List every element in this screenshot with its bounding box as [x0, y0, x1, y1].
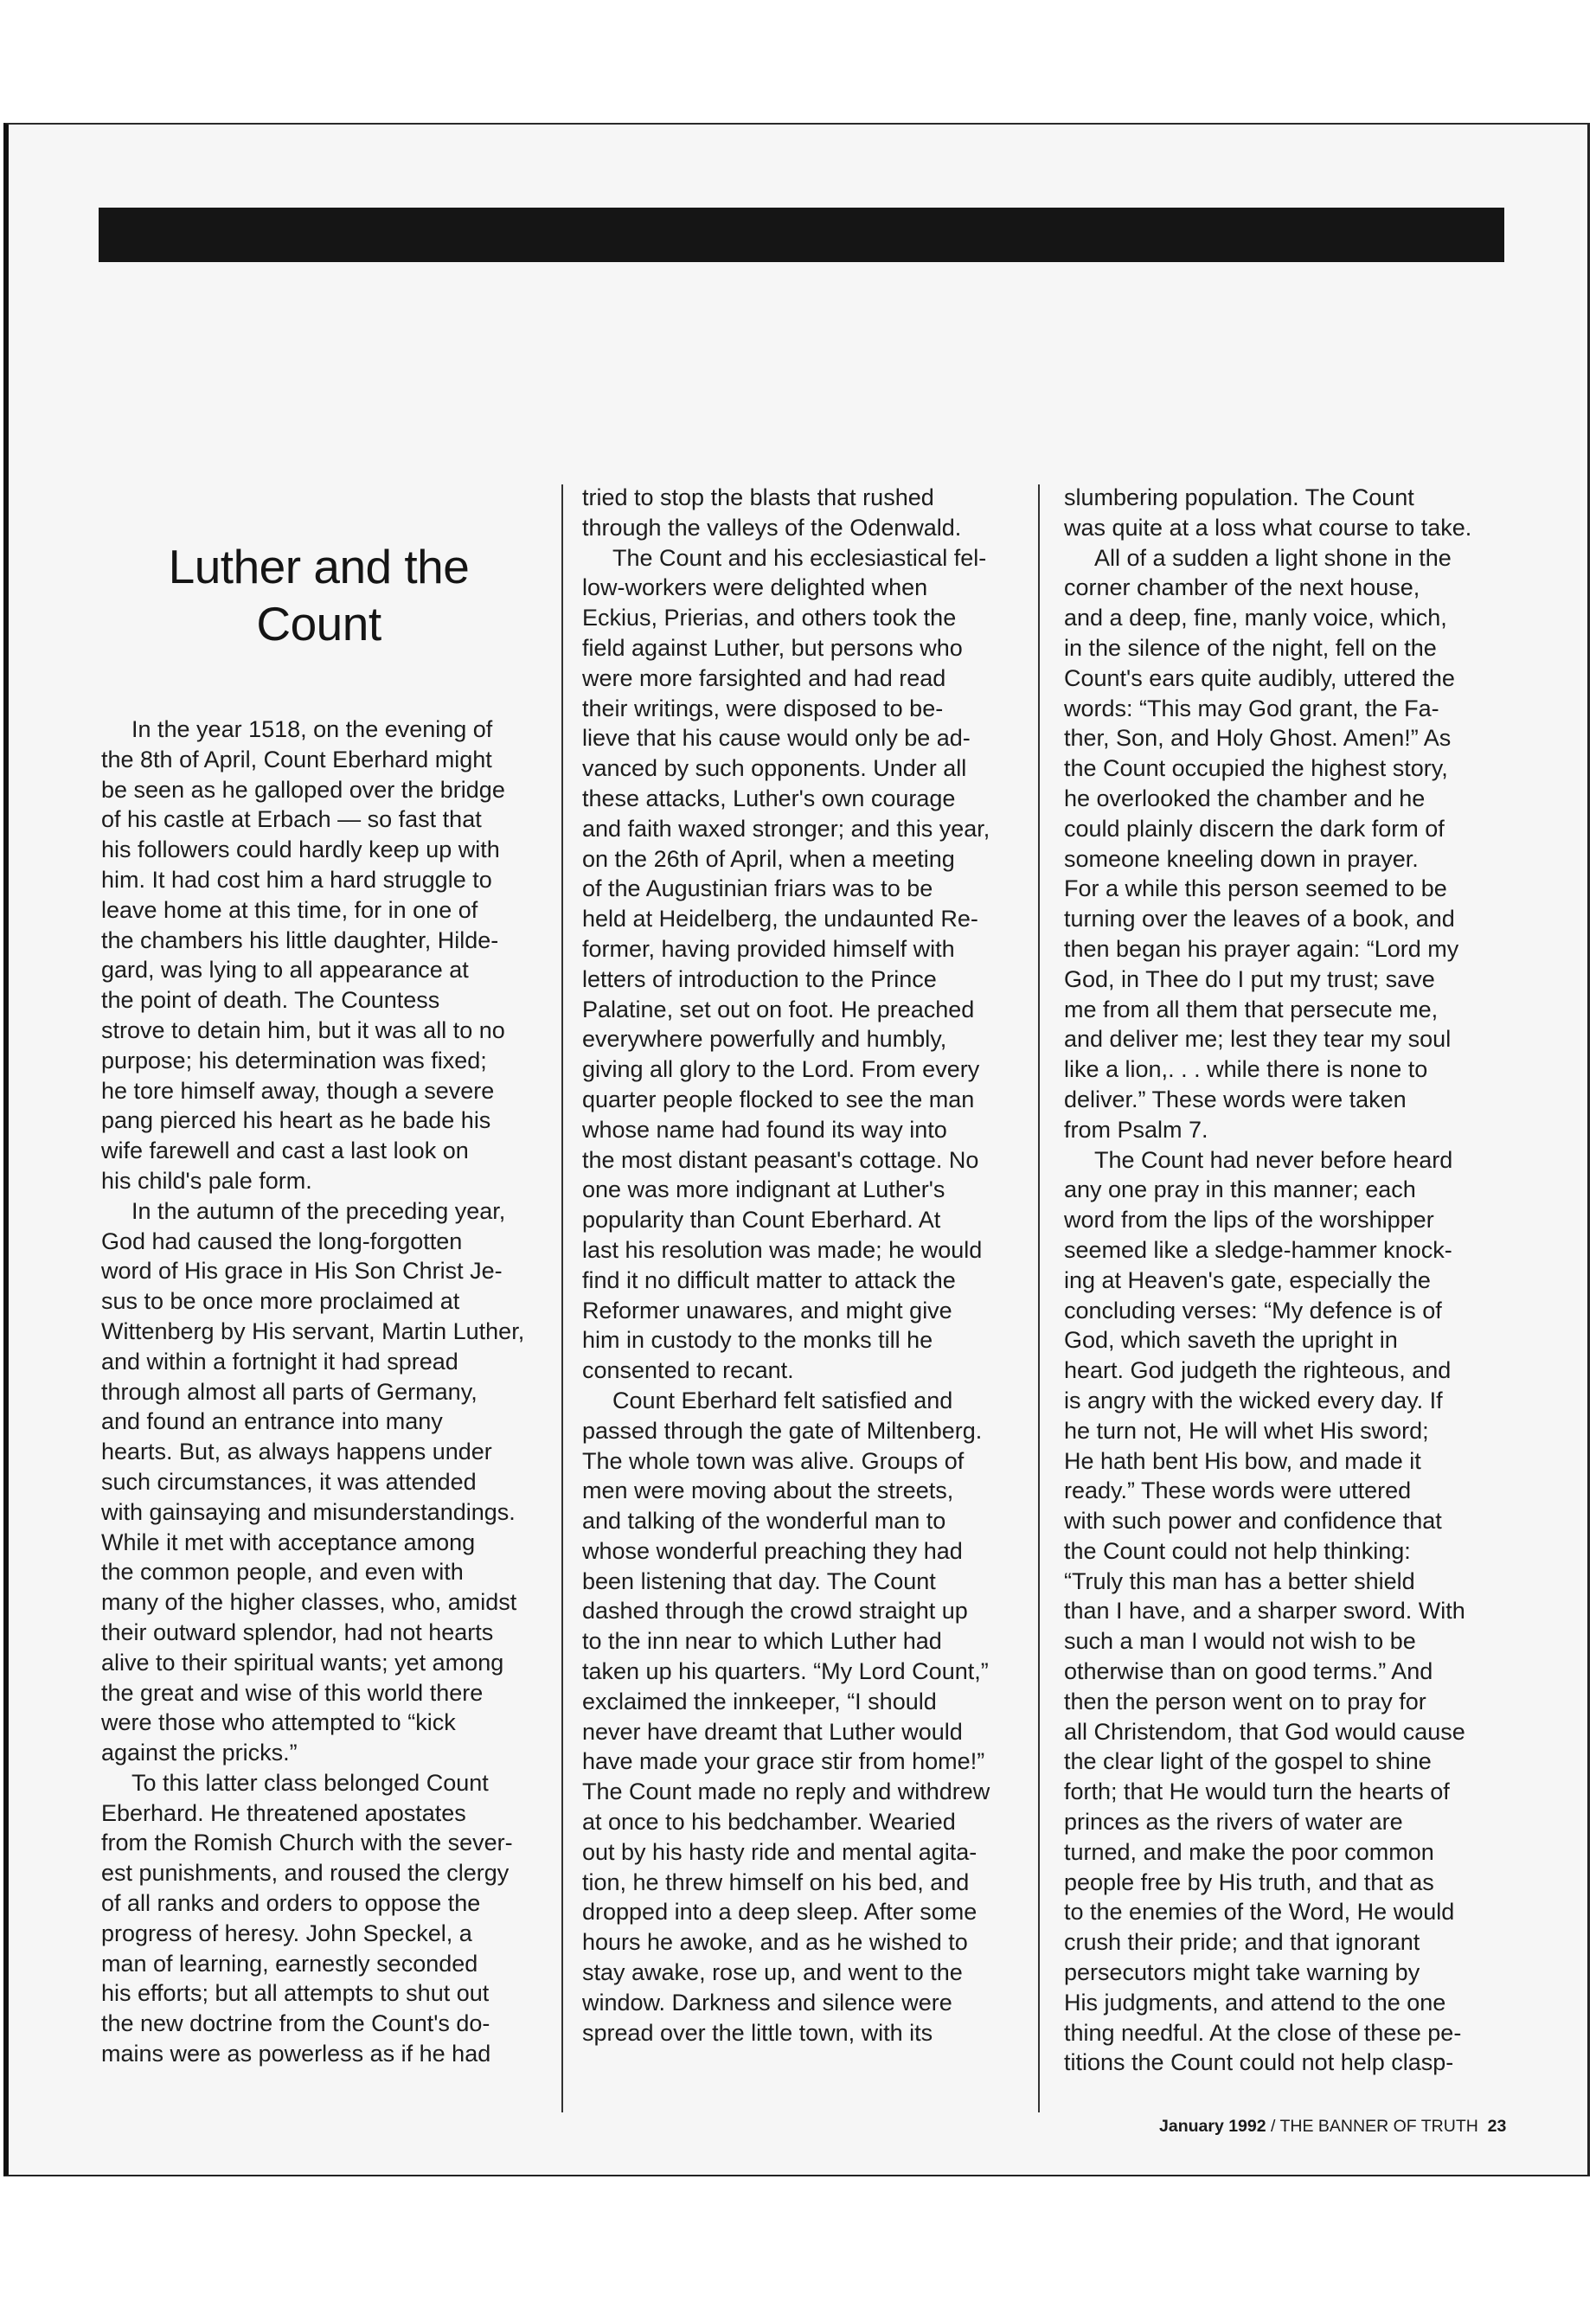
text-line: the most distant peasant's cottage. No	[582, 1146, 979, 1173]
text-line: the Count occupied the highest story,	[1064, 755, 1448, 782]
text-line: tion, he threw himself on his bed, and	[582, 1868, 970, 1895]
text-line: The whole town was alive. Groups of	[582, 1447, 965, 1474]
text-line: dashed through the crowd straight up	[582, 1598, 968, 1625]
text-line: out by his hasty ride and mental agita-	[582, 1838, 977, 1865]
text-line: Reformer unawares, and might give	[582, 1297, 952, 1324]
text-line: turned, and make the poor common	[1064, 1838, 1434, 1865]
text-line: wife farewell and cast a last look on	[101, 1138, 469, 1164]
text-line: him. It had cost him a hard struggle to	[101, 866, 492, 893]
text-line: princes as the rivers of water are	[1064, 1809, 1403, 1836]
text-line: and deliver me; lest they tear my soul	[1064, 1026, 1452, 1053]
text-line: exclaimed the innkeeper, “I should	[582, 1688, 937, 1715]
text-line: his child's pale form.	[101, 1167, 312, 1194]
text-line: these attacks, Luther's own courage	[582, 785, 956, 811]
text-line: passed through the gate of Miltenberg.	[582, 1417, 983, 1444]
text-line: such a man I would not wish to be	[1064, 1628, 1416, 1655]
text-line: the 8th of April, Count Eberhard might	[101, 746, 492, 772]
text-line: Count's ears quite audibly, uttered the	[1064, 664, 1455, 691]
page-footer	[1159, 2117, 1505, 2137]
paragraph	[1064, 483, 1531, 543]
text-line: he tore himself away, though a severe	[101, 1077, 495, 1104]
text-line: sus to be once more proclaimed at	[101, 1288, 460, 1315]
text-line: never have dreamt that Luther would	[582, 1718, 963, 1745]
text-line: Palatine, set out on foot. He preached	[582, 996, 975, 1022]
text-line: whose wonderful preaching they had	[582, 1537, 963, 1564]
text-line: deliver.” These words were taken	[1064, 1086, 1407, 1112]
text-line: like a lion,. . . while there is none to	[1064, 1056, 1428, 1083]
text-line: stay awake, rose up, and went to the	[582, 1959, 963, 1986]
text-line: is angry with the wicked every day. If	[1064, 1387, 1443, 1413]
text-line: could plainly discern the dark form of	[1064, 815, 1445, 842]
text-line: purpose; his determination was fixed;	[101, 1047, 487, 1074]
text-line: and a deep, fine, manly voice, which,	[1064, 605, 1447, 631]
text-line: mains were as powerless as if he had	[101, 2041, 491, 2067]
footer-separator: /	[1266, 2117, 1280, 2136]
text-line: the clear light of the gospel to shine	[1064, 1748, 1432, 1775]
text-line: then began his prayer again: “Lord my	[1064, 935, 1459, 962]
text-line: against the pricks.”	[101, 1740, 298, 1766]
text-line: from the Romish Church with the sever-	[101, 1830, 513, 1856]
paragraph	[1064, 1145, 1531, 2079]
text-line: heart. God judgeth the righteous, and	[1064, 1357, 1452, 1384]
text-line: then the person went on to pray for	[1064, 1688, 1426, 1715]
text-line: former, having provided himself with	[582, 935, 955, 962]
text-line: God, which saveth the upright in	[1064, 1327, 1398, 1354]
text-line: word from the lips of the worshipper	[1064, 1207, 1434, 1234]
text-line: men were moving about the streets,	[582, 1477, 954, 1504]
text-line: field against Luther, but persons who	[582, 634, 963, 661]
text-line: popularity than Count Eberhard. At	[582, 1207, 941, 1234]
text-line: were those who attempted to “kick	[101, 1709, 456, 1736]
text-line: Eberhard. He threatened apostates	[101, 1799, 466, 1826]
text-line: through almost all parts of Germany,	[101, 1378, 478, 1405]
text-line: In the year 1518, on the evening of	[131, 716, 493, 742]
text-line: To this latter class belonged Count	[131, 1769, 489, 1796]
text-line: thing needful. At the close of these pe-	[1064, 2019, 1462, 2046]
text-line: pang pierced his heart as he bade his	[101, 1107, 491, 1134]
text-line: The Count had never before heard	[1094, 1146, 1453, 1173]
text-line: “Truly this man has a better shield	[1064, 1567, 1415, 1594]
text-line: progress of heresy. John Speckel, a	[101, 1920, 472, 1946]
text-line: In the autumn of the preceding year,	[131, 1197, 506, 1224]
text-line: man of learning, earnestly seconded	[101, 1950, 478, 1977]
text-line: strove to detain him, but it was all to no	[101, 1016, 505, 1043]
text-line: everywhere powerfully and humbly,	[582, 1026, 947, 1053]
text-line: him in custody to the monks till he	[582, 1327, 933, 1354]
text-line: lieve that his cause would only be ad-	[582, 725, 971, 752]
text-line: vanced by such opponents. Under all	[582, 755, 967, 782]
text-line: someone kneeling down in prayer.	[1064, 845, 1419, 872]
text-line: of his castle at Erbach — so fast that	[101, 806, 482, 833]
text-line: The Count made no reply and withdrew	[582, 1779, 990, 1805]
text-line: His judgments, and attend to the one	[1064, 1989, 1446, 2016]
text-line: be seen as he galloped over the bridge	[101, 776, 505, 803]
text-line: turning over the leaves of a book, and	[1064, 906, 1455, 933]
text-line: were more farsighted and had read	[582, 664, 946, 691]
text-line: quarter people flocked to see the man	[582, 1086, 975, 1112]
text-line: their writings, were disposed to be-	[582, 695, 944, 721]
text-line: The Count and his ecclesiastical fel-	[612, 544, 987, 571]
text-line: their outward splendor, had not hearts	[101, 1618, 494, 1645]
text-line: word of His grace in His Son Christ Je-	[101, 1258, 503, 1285]
header-banner-bar	[99, 208, 1504, 262]
paragraph	[101, 1768, 538, 2069]
text-line: with such power and confidence that	[1064, 1508, 1442, 1535]
text-line: through the valleys of the Odenwald.	[582, 514, 962, 541]
text-line: to the enemies of the Word, He would	[1064, 1899, 1455, 1926]
text-line: Eckius, Prierias, and others took the	[582, 605, 957, 631]
text-line: slumbering population. The Count	[1064, 484, 1414, 510]
text-line: concluding verses: “My defence is of	[1064, 1297, 1442, 1324]
text-line: giving all glory to the Lord. From every	[582, 1056, 980, 1083]
text-line: alive to their spiritual wants; yet among	[101, 1649, 504, 1676]
text-line: ther, Son, and Holy Ghost. Amen!” As	[1064, 725, 1452, 752]
paragraph	[1064, 543, 1531, 1145]
text-line: consented to recant.	[582, 1357, 794, 1384]
text-line: been listening that day. The Count	[582, 1567, 936, 1594]
text-line: and found an entrance into many	[101, 1408, 443, 1435]
text-line: and within a fortnight it had spread	[101, 1348, 458, 1375]
text-line: God had caused the long-forgotten	[101, 1227, 463, 1254]
text-line: Wittenberg by His servant, Martin Luther,	[101, 1317, 525, 1344]
paragraph	[582, 1386, 1019, 2048]
paragraph	[101, 1196, 538, 1768]
paragraph	[582, 483, 1019, 543]
text-line: seemed like a sledge-hammer knock-	[1064, 1236, 1452, 1263]
text-line: held at Heidelberg, the undaunted Re-	[582, 906, 978, 933]
text-line: spread over the little town, with its	[582, 2019, 933, 2046]
text-line: crush their pride; and that ignorant	[1064, 1929, 1420, 1956]
text-line: to the inn near to which Luther had	[582, 1628, 942, 1655]
text-line: hours he awoke, and as he wished to	[582, 1929, 968, 1956]
text-line: titions the Count could not help clasp-	[1064, 2049, 1454, 2076]
text-line: the Count could not help thinking:	[1064, 1537, 1411, 1564]
text-line: me from all them that persecute me,	[1064, 996, 1439, 1022]
text-line: All of a sudden a light shone in the	[1094, 544, 1452, 571]
text-line: words: “This may God grant, the Fa-	[1064, 695, 1439, 721]
text-column-2	[582, 483, 1019, 2048]
text-line: all Christendom, that God would cause	[1064, 1718, 1465, 1745]
text-line: with gainsaying and misunderstandings.	[101, 1498, 516, 1525]
text-line: While it met with acceptance among	[101, 1529, 476, 1555]
article-title-line-2: Count	[256, 597, 381, 651]
text-line: otherwise than on good terms.” And	[1064, 1658, 1433, 1685]
text-line: leave home at this time, for in one of	[101, 896, 478, 923]
text-line: any one pray in this manner; each	[1064, 1176, 1416, 1203]
text-line: the great and wise of this world there	[101, 1679, 484, 1706]
paragraph	[582, 543, 1019, 1386]
text-line: taken up his quarters. “My Lord Count,”	[582, 1658, 989, 1685]
text-line: from Psalm 7.	[1064, 1116, 1208, 1143]
text-line: God, in Thee do I put my trust; save	[1064, 965, 1435, 992]
text-line: corner chamber of the next house,	[1064, 574, 1420, 601]
text-line: on the 26th of April, when a meeting	[582, 845, 955, 872]
text-line: the point of death. The Countess	[101, 987, 440, 1014]
text-line: the new doctrine from the Count's do-	[101, 2010, 490, 2037]
text-line: whose name had found its way into	[582, 1116, 947, 1143]
text-line: he overlooked the chamber and he	[1064, 785, 1426, 811]
column-divider	[561, 484, 563, 2112]
text-line: such circumstances, it was attended	[101, 1468, 477, 1495]
text-line: and talking of the wonderful man to	[582, 1508, 946, 1535]
text-line: was quite at a loss what course to take.	[1064, 514, 1472, 541]
text-line: persecutors might take warning by	[1064, 1959, 1420, 1986]
text-line: He hath bent His bow, and made it	[1064, 1447, 1421, 1474]
text-line: ing at Heaven's gate, especially the	[1064, 1266, 1431, 1293]
text-line: tried to stop the blasts that rushed	[582, 484, 934, 510]
text-line: dropped into a deep sleep. After some	[582, 1899, 977, 1926]
footer-publication: THE BANNER OF TRUTH	[1279, 2117, 1478, 2136]
text-line: his efforts; but all attempts to shut out	[101, 1980, 490, 2007]
text-line: his followers could hardly keep up with	[101, 836, 500, 863]
text-line: forth; that He would turn the hearts of	[1064, 1779, 1450, 1805]
article-title	[101, 538, 536, 652]
text-line: people free by His truth, and that as	[1064, 1868, 1434, 1895]
footer-date: January 1992	[1159, 2117, 1266, 2136]
text-line: last his resolution was made; he would	[582, 1236, 983, 1263]
text-line: the chambers his little daughter, Hilde-	[101, 926, 499, 953]
text-line: and faith waxed stronger; and this year,	[582, 815, 990, 842]
text-line: he turn not, He will whet His sword;	[1064, 1417, 1429, 1444]
text-line: Count Eberhard felt satisfied and	[612, 1387, 953, 1413]
text-line: window. Darkness and silence were	[582, 1989, 952, 2016]
text-line: than I have, and a sharper sword. With	[1064, 1598, 1465, 1625]
text-line: the common people, and even with	[101, 1559, 464, 1586]
column-divider	[1038, 484, 1040, 2112]
text-line: For a while this person seemed to be	[1064, 875, 1447, 902]
text-line: one was more indignant at Luther's	[582, 1176, 945, 1203]
text-line: have made your grace stir from home!”	[582, 1748, 985, 1775]
text-column-3	[1064, 483, 1531, 2078]
page-number: 23	[1487, 2117, 1507, 2136]
text-column-1	[101, 715, 538, 2069]
text-line: ready.” These words were uttered	[1064, 1477, 1412, 1504]
paragraph	[101, 715, 538, 1196]
text-line: est punishments, and roused the clergy	[101, 1860, 510, 1887]
text-line: find it no difficult matter to attack the	[582, 1266, 956, 1293]
text-line: many of the higher classes, who, amidst	[101, 1589, 517, 1616]
text-line: gard, was lying to all appearance at	[101, 957, 469, 984]
text-line: letters of introduction to the Prince	[582, 965, 937, 992]
article-title-line-1: Luther and the	[168, 540, 470, 593]
text-line: in the silence of the night, fell on the	[1064, 634, 1437, 661]
text-line: at once to his bedchamber. Wearied	[582, 1809, 956, 1836]
text-line: hearts. But, as always happens under	[101, 1439, 492, 1465]
text-line: of the Augustinian friars was to be	[582, 875, 933, 902]
text-line: low-workers were delighted when	[582, 574, 928, 601]
text-line: of all ranks and orders to oppose the	[101, 1890, 481, 1917]
